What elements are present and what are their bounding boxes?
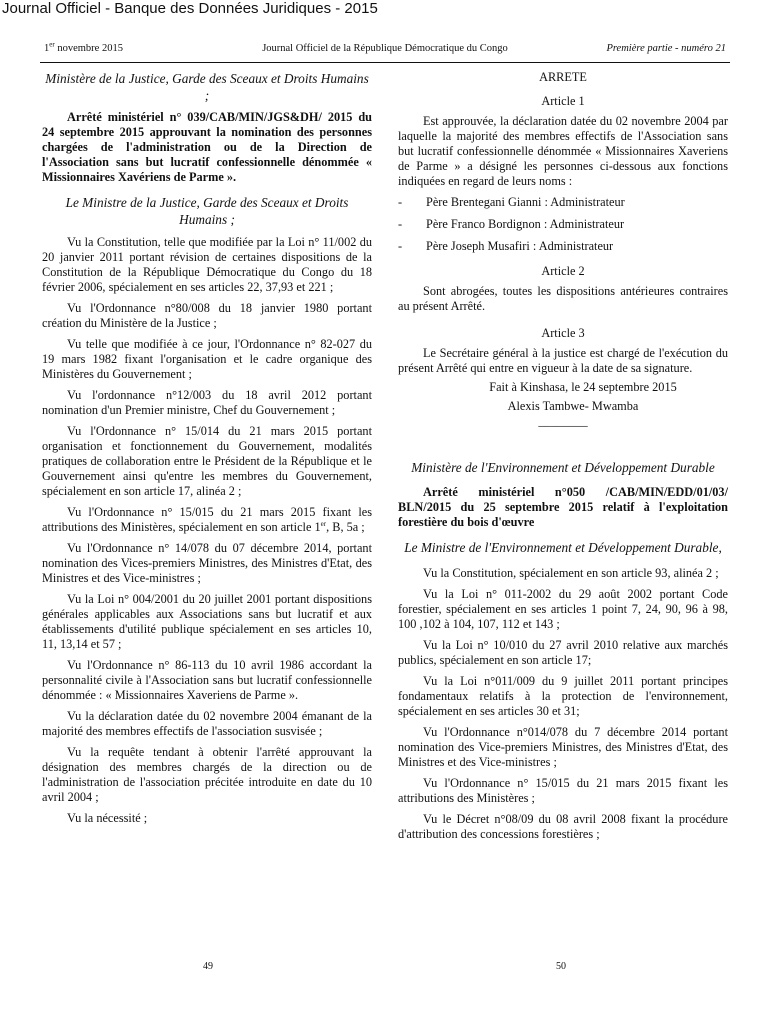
arrete-heading: ARRETE xyxy=(539,70,587,84)
considerant: Vu l'Ordonnance n° 86-113 du 10 avril 1986 accordant la personnalité civile à l'Association sans but lucratif confessionnelle dénommée : « Missionnaires Xaveriens de Parme ». xyxy=(42,658,372,702)
article-heading: Article 3 xyxy=(541,326,585,340)
list-item xyxy=(398,239,728,254)
considerant: Vu l'ordonnance n°12/003 du 18 avril 2012 portant nomination d'un Premier ministre, Chef du Gouvernement ; xyxy=(42,388,372,417)
decree-title: Arrêté ministériel n°050 /CAB/MIN/EDD/01/03/ BLN/2015 du 25 septembre 2015 relatif à l'exploitation forestière du bois d'œuvre xyxy=(398,485,728,529)
considerant: Vu la Loi n°011/009 du 9 juillet 2011 portant principes fondamentaux relatifs à la protection de l'environnement, spécialement en ses articles 30 et 31; xyxy=(398,674,728,718)
page-number-left: 49 xyxy=(203,961,213,972)
considerant-text: Vu l'Ordonnance n° 15/015 du 21 mars 2015 fixant les attributions des Ministères, spécialement en son article 1 xyxy=(42,505,372,534)
considerant: Vu la Loi n° 10/010 du 27 avril 2010 relative aux marchés publics, spécialement en son article 17; xyxy=(398,638,728,667)
list-item-text: Père Franco Bordignon : Administrateur xyxy=(426,217,625,231)
list-item-text: Père Brentegani Gianni : Administrateur xyxy=(426,195,625,209)
article-heading: Article 2 xyxy=(541,264,585,278)
signature-place: Fait à Kinshasa, le 24 septembre 2015 xyxy=(489,380,677,394)
considerant: Vu telle que modifiée à ce jour, l'Ordonnance n° 82-027 du 19 mars 1982 fixant l'organisation et le cadre organique des Ministères du Gouvernement ; xyxy=(42,337,372,381)
administrators-list xyxy=(398,195,728,254)
ministry-heading: Ministère de la Justice, Garde des Sceaux et Droits Humains ; xyxy=(45,71,369,103)
article-heading: Article 1 xyxy=(541,94,585,108)
article-text: Est approuvée, la déclaration datée du 02 novembre 2004 par laquelle la majorité des membres effectifs de l'Association sans but lucratif confessionnelle dénommée « Missionnaires Xaveriens de Parme » a désigné les personnes ci-dessous aux fonctions indiquées en regard de leurs noms : xyxy=(398,114,728,188)
considerant-text: , B, 5a ; xyxy=(326,520,365,534)
right-column xyxy=(398,70,728,848)
left-column xyxy=(42,70,372,832)
article-text: Sont abrogées, toutes les dispositions antérieures contraires au présent Arrêté. xyxy=(398,284,728,313)
considerant: Vu la Constitution, telle que modifiée par la Loi n° 11/002 du 20 janvier 2011 portant révision de certaines dispositions de la Constitution de la République Démocratique du Congo du 18 février 2006, spécialement en ses articles 22, 37,93 et 221 ; xyxy=(42,235,372,294)
considerant: Vu la déclaration datée du 02 novembre 2004 émanant de la majorité des membres effectifs de l'association susvisée ; xyxy=(42,709,372,738)
considerant: Vu l'Ordonnance n° 15/014 du 21 mars 2015 portant organisation et fonctionnement du Gouvernement, modalités pratiques de collaboration entre le Président de la République et le Gouvernement ainsi qu'entre les membres du Gouvernement, spécialement en son article 17, alinéa 2 ; xyxy=(42,424,372,498)
considerant: Vu la Loi n° 004/2001 du 20 juillet 2001 portant dispositions générales applicables aux Associations sans but lucratif et aux établissements d'utilité publique spécialement en ses articles 10, 11, 13,14 et 57 ; xyxy=(42,592,372,651)
list-dash: - xyxy=(398,239,403,253)
banner-title: Journal Officiel - Banque des Données Juridiques - 2015 xyxy=(2,0,378,17)
article-text: Le Secrétaire général à la justice est chargé de l'exécution du présent Arrêté qui entre en vigueur à la date de sa signature. xyxy=(398,346,728,375)
signatory: Alexis Tambwe- Mwamba xyxy=(507,399,639,413)
considerant: Vu la requête tendant à obtenir l'arrêté approuvant la désignation des membres chargés de la direction ou de l'administration de l'association précitée introduite en date du 10 avril 2004 ; xyxy=(42,745,372,804)
considerant xyxy=(42,505,372,535)
considerant: Vu l'Ordonnance n° 14/078 du 07 décembre 2014, portant nomination des Vices-premiers Ministres, des Ministres d'Etat, des Ministres et des Vice-ministres ; xyxy=(42,541,372,585)
list-item xyxy=(398,195,728,210)
minister-heading: Le Ministre de l'Environnement et Développement Durable, xyxy=(404,540,722,555)
list-dash: - xyxy=(398,217,403,231)
considerant: Vu l'Ordonnance n°014/078 du 7 décembre 2014 portant nomination des Vice-premiers Ministres, des Ministres d'Etat, des Ministres et des Vice-ministres ; xyxy=(398,725,728,769)
list-item xyxy=(398,217,728,232)
considerant: Vu l'Ordonnance n° 15/015 du 21 mars 2015 fixant les attributions des Ministères ; xyxy=(398,776,728,805)
considerant: Vu la nécessité ; xyxy=(67,811,148,825)
header-date-sup: er xyxy=(49,40,55,49)
considerant: Vu la Constitution, spécialement en son article 93, alinéa 2 ; xyxy=(423,566,719,580)
ministry-heading: Ministère de l'Environnement et Développement Durable xyxy=(411,460,715,475)
header-rule xyxy=(40,62,730,63)
considerant: Vu l'Ordonnance n°80/008 du 18 janvier 1980 portant création du Ministère de la Justice ; xyxy=(42,301,372,330)
separator-line: ________ xyxy=(538,414,588,428)
considerant-sup: er xyxy=(320,519,327,528)
header-part: Première partie - numéro 21 xyxy=(606,43,726,54)
list-item-text: Père Joseph Musafiri : Administrateur xyxy=(426,239,614,253)
considerant: Vu le Décret n°08/09 du 08 avril 2008 fixant la procédure d'attribution des concessions forestières ; xyxy=(398,812,728,841)
header-date-day: 1 xyxy=(44,43,50,54)
decree-title: Arrêté ministériel n° 039/CAB/MIN/JGS&DH/ 2015 du 24 septembre 2015 approuvant la nomination des personnes chargées de l'administration ou de la Direction de l'Association sans but lucratif confessionnelle dénommée « Missionnaires Xavériens de Parme ». xyxy=(42,110,372,184)
minister-heading: Le Ministre de la Justice, Garde des Sceaux et Droits Humains ; xyxy=(65,195,349,227)
header-journal: Journal Officiel de la République Démocratique du Congo xyxy=(262,43,508,54)
list-dash: - xyxy=(398,195,403,209)
header-date-rest: novembre 2015 xyxy=(54,43,123,54)
considerant: Vu la Loi n° 011-2002 du 29 août 2002 portant Code forestier, spécialement en ses articles 1 point 7, 24, 90, 96 à 98, 100 ,102 à 104, 107, 112 et 143 ; xyxy=(398,587,728,631)
spacer xyxy=(398,429,728,459)
page-number-right: 50 xyxy=(556,961,566,972)
